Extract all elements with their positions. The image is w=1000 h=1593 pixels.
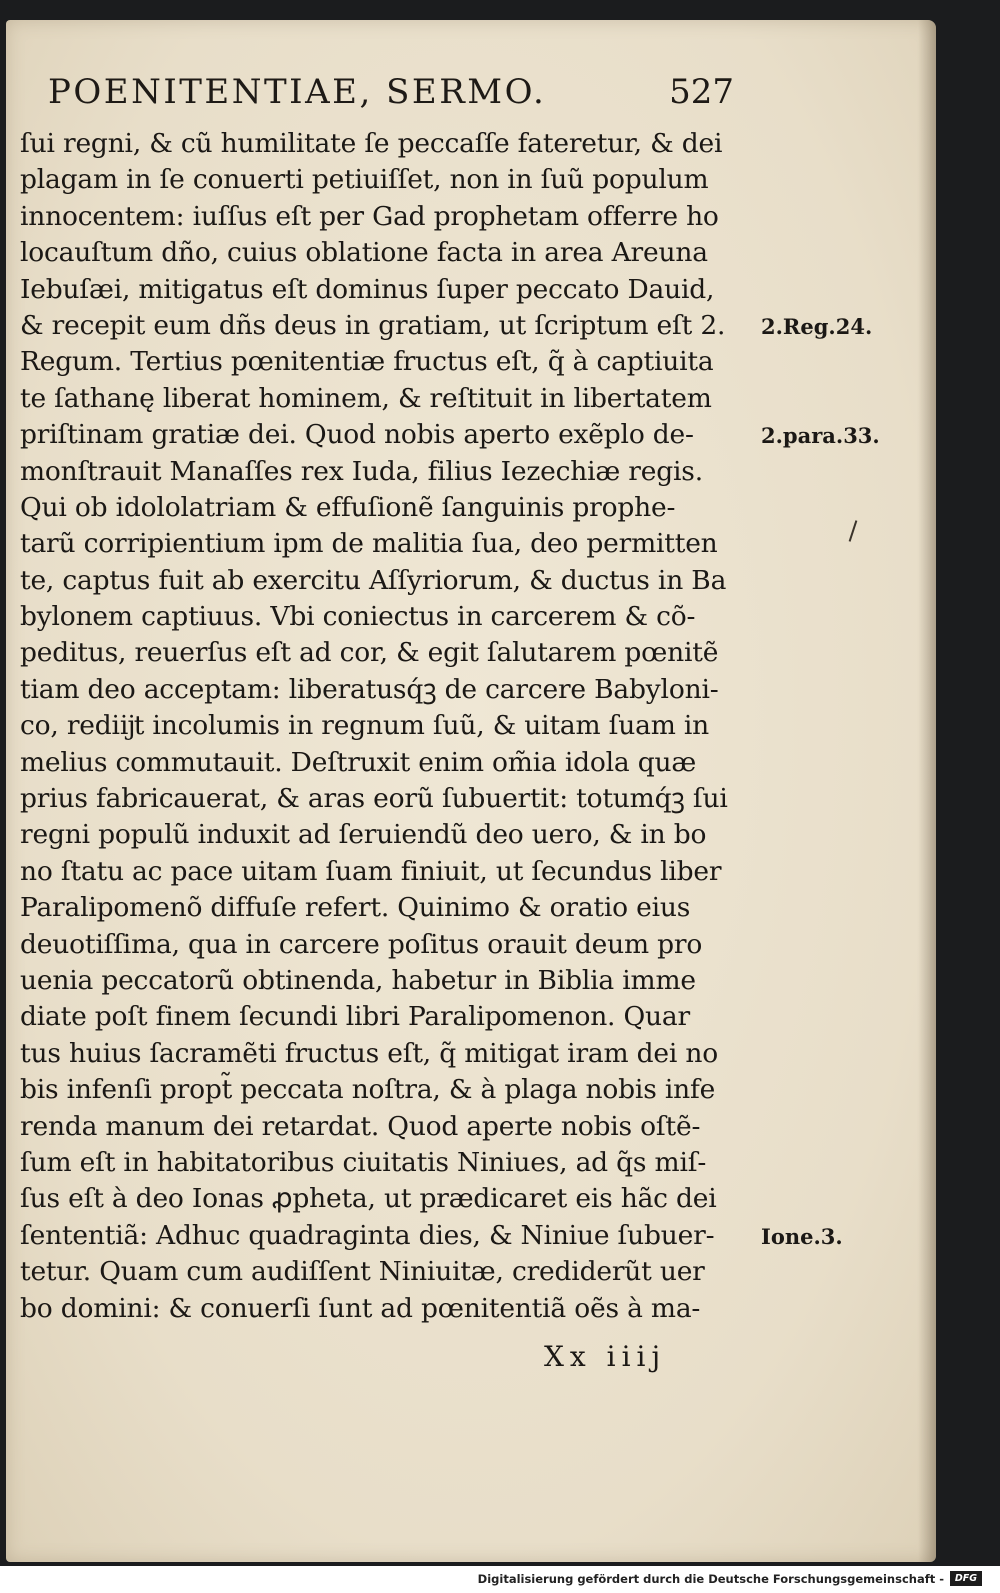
text-line: te, captus fuit ab exercitu Aſſyriorum, & ductus in Ba xyxy=(20,564,727,596)
text-line: renda manum dei retardat. Quod aperte nobis oſtẽ- xyxy=(20,1110,701,1142)
text-line: Regum. Tertius pœnitentiæ fructus eſt, q̃ à captiuita xyxy=(20,346,714,378)
text-line: diate poſt finem ſecundi libri Paralipomenon. Quar xyxy=(20,1001,690,1033)
text-line: regni populũ induxit ad ſeruiendũ deo uero, & in bo xyxy=(20,819,707,851)
body-text xyxy=(20,126,760,1327)
text-line: locauſtum dño, cuius oblatione facta in area Areuna xyxy=(20,237,708,269)
text-line: melius commutauit. Deſtruxit enim om̃ia idola quæ xyxy=(20,746,697,778)
text-line: tetur. Quam cum audiſſent Niniuitæ, crediderũt uer xyxy=(20,1256,705,1288)
text-line: bylonem captiuus. Vbi coniectus in carcerem & cõ- xyxy=(20,601,696,633)
text-line: tiam deo acceptam: liberatusq́ꝫ de carcere Babyloni- xyxy=(20,673,719,705)
text-line: ſententiã: Adhuc quadraginta dies, & Niniue ſubuer- xyxy=(20,1219,715,1251)
marginal-notes xyxy=(761,20,931,1562)
text-line: prius fabricauerat, & aras eorũ ſubuertit: totumq́ꝫ ſui xyxy=(20,783,728,815)
text-line: bo domini: & conuerſi ſunt ad pœnitentiã oẽs à ma- xyxy=(20,1292,701,1324)
running-head xyxy=(48,72,748,122)
text-line: te ſathanę liberat hominem, & reſtituit in libertatem xyxy=(20,382,712,414)
text-line: monſtrauit Manaſſes rex Iuda, filius Iezechiæ regis. xyxy=(20,455,703,487)
marginal-note: 2.Reg.24. xyxy=(761,314,873,339)
text-line: ſum eſt in habitatoribus ciuitatis Niniues, ad q̃s miſ- xyxy=(20,1146,707,1178)
text-line: peditus, reuerſus eſt ad cor, & egit ſalutarem pœnitẽ xyxy=(20,637,719,669)
text-line: Iebuſæi, mitigatus eſt dominus ſuper peccato Dauid, xyxy=(20,273,715,305)
text-line: tarũ corripientium ipm de malitia ſua, deo permitten xyxy=(20,528,718,560)
text-line: innocentem: iuſſus eſt per Gad prophetam offerre ho xyxy=(20,200,719,232)
text-line: plagam in ſe conuerti petiuiſſet, non in ſuũ populum xyxy=(20,164,709,196)
text-line: Qui ob idololatriam & effuſionẽ ſanguinis prophe- xyxy=(20,491,676,523)
book-page xyxy=(6,20,936,1562)
marginal-note: 2.para.33. xyxy=(761,423,880,449)
text-line: tus huius ſacramẽti fructus eſt, q̃ mitigat iram dei no xyxy=(20,1037,719,1069)
page-number: 527 xyxy=(669,72,734,112)
marginal-note: Ione.3. xyxy=(761,1224,843,1249)
text-line: uenia peccatorũ obtinenda, habetur in Biblia imme xyxy=(20,964,696,996)
text-line: deuotiſſima, qua in carcere poſitus orauit deum pro xyxy=(20,928,703,960)
text-line: bis infenſi propt̃ peccata noſtra, & à plaga nobis infe xyxy=(20,1074,716,1106)
dfg-logo: DFG xyxy=(950,1571,982,1586)
text-line: priſtinam gratiæ dei. Quod nobis aperto exẽplo de- xyxy=(20,419,694,451)
text-line: & recepit eum dñs deus in gratiam, ut ſcriptum eſt 2. xyxy=(20,309,726,341)
signature-mark: Xx iiij xyxy=(544,1340,667,1373)
text-line: Paralipomenõ diffuſe refert. Quinimo & oratio eius xyxy=(20,892,691,924)
footer-bar xyxy=(0,1566,1000,1593)
text-line: no ſtatu ac pace uitam ſuam finiuit, ut ſecundus liber xyxy=(20,855,722,887)
running-head-title: POENITENTIAE, SERMO. xyxy=(48,72,547,112)
text-line: co, rediĳt incolumis in regnum ſuũ, & uitam ſuam in xyxy=(20,710,710,742)
footer-credit: Digitalisierung gefördert durch die Deutsche Forschungsgemeinschaft - xyxy=(477,1572,944,1586)
text-line: ſus eſt à deo Ionas ꝓpheta, ut prædicaret eis hãc dei xyxy=(20,1183,717,1215)
text-line: ſui regni, & cũ humilitate ſe peccaſſe fateretur, & dei xyxy=(20,128,723,159)
